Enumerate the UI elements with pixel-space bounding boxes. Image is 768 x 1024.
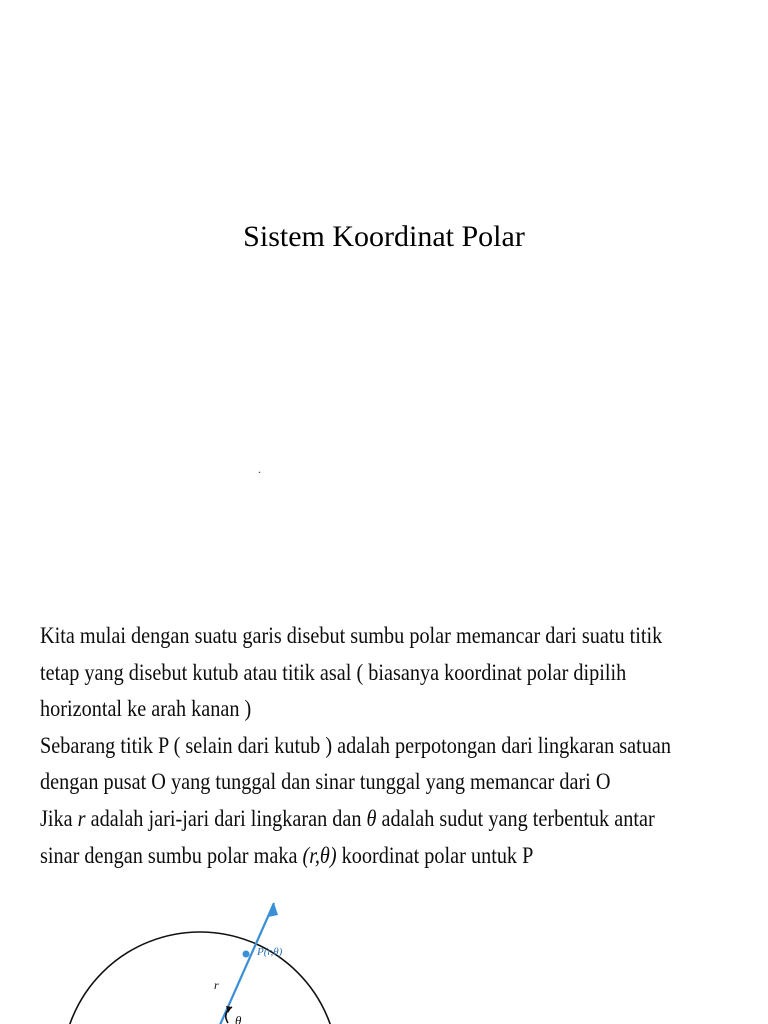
- angle-label: θ: [235, 1013, 242, 1024]
- text-run: koordinat polar untuk P: [336, 842, 534, 868]
- paragraph-line: tetap yang disebut kutub atau titik asal ( biasanya koordinat polar dipilih: [40, 659, 627, 685]
- polar-coordinate: (r,θ): [302, 842, 337, 868]
- paragraph-line: [40, 838, 674, 875]
- text-run: adalah sudut yang terbentuk antar: [376, 805, 655, 831]
- theta-symbol: θ: [366, 805, 377, 831]
- point-p-marker: [243, 951, 250, 958]
- paragraph-line: horizontal ke arah kanan ): [40, 696, 252, 722]
- unit-circle: [62, 932, 338, 1024]
- radius-symbol: r: [77, 805, 86, 831]
- stray-mark: .: [258, 462, 261, 476]
- radius-label: r: [214, 978, 219, 992]
- body-paragraph: [40, 618, 674, 874]
- paragraph-line: dengan pusat O yang tunggal dan sinar tunggal yang memancar dari O: [40, 769, 611, 795]
- polar-ray: [200, 903, 274, 1024]
- paragraph-line: Kita mulai dengan suatu garis disebut sumbu polar memancar dari suatu titik: [40, 623, 663, 648]
- polar-diagram: [60, 895, 360, 1024]
- text-run: Jika: [40, 805, 78, 831]
- point-label: P(r,θ): [257, 946, 283, 958]
- text-run: sinar dengan sumbu polar maka: [40, 842, 303, 868]
- paragraph-line: Sebarang titik P ( selain dari kutub ) adalah perpotongan dari lingkaran satuan: [40, 732, 672, 758]
- paragraph-line: [40, 801, 674, 838]
- text-run: adalah jari-jari dari lingkaran dan: [85, 805, 367, 831]
- polar-diagram-svg: [60, 895, 360, 1024]
- page-title: Sistem Koordinat Polar: [243, 220, 525, 253]
